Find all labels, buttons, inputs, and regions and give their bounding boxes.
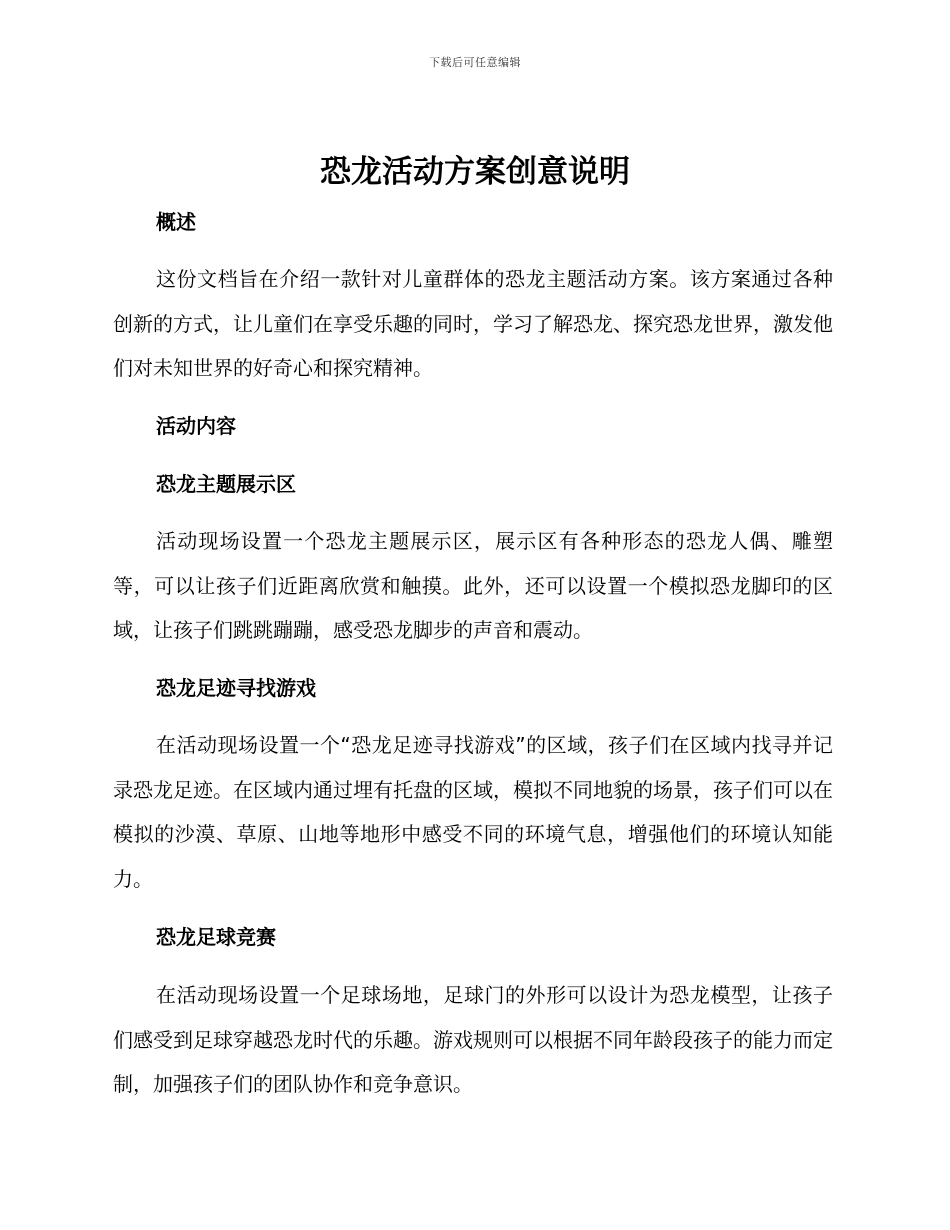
paragraph-football-contest: 在活动现场设置一个足球场地，足球门的外形可以设计为恐龙模型，让孩子们感受到足球穿越恐龙时代的乐趣。游戏规则可以根据不同年龄段孩子的能力而定制，加强孩子们的团队协作和竞争意识。	[113, 983, 833, 1096]
heading-activity-content: 活动内容	[156, 414, 236, 438]
document-title: 恐龙活动方案创意说明	[320, 154, 630, 190]
heading-exhibit-area: 恐龙主题展示区	[156, 472, 296, 496]
header-note: 下载后可任意编辑	[429, 56, 521, 69]
heading-football-contest: 恐龙足球竞赛	[156, 925, 276, 949]
heading-footprint-game: 恐龙足迹寻找游戏	[156, 676, 316, 700]
heading-overview: 概述	[156, 210, 196, 234]
paragraph-overview: 这份文档旨在介绍一款针对儿童群体的恐龙主题活动方案。该方案通过各种创新的方式，让儿童们在享受乐趣的同时，学习了解恐龙、探究恐龙世界，激发他们对未知世界的好奇心和探究精神。	[113, 267, 833, 380]
paragraph-exhibit-area: 活动现场设置一个恐龙主题展示区，展示区有各种形态的恐龙人偶、雕塑等，可以让孩子们近距离欣赏和触摸。此外，还可以设置一个模拟恐龙脚印的区域，让孩子们跳跳蹦蹦，感受恐龙脚步的声音和震动。	[113, 529, 833, 642]
paragraph-footprint-game: 在活动现场设置一个“恐龙足迹寻找游戏”的区域，孩子们在区域内找寻并记录恐龙足迹。在区域内通过埋有托盘的区域，模拟不同地貌的场景，孩子们可以在模拟的沙漠、草原、山地等地形中感受不同的环境气息，增强他们的环境认知能力。	[113, 733, 833, 891]
